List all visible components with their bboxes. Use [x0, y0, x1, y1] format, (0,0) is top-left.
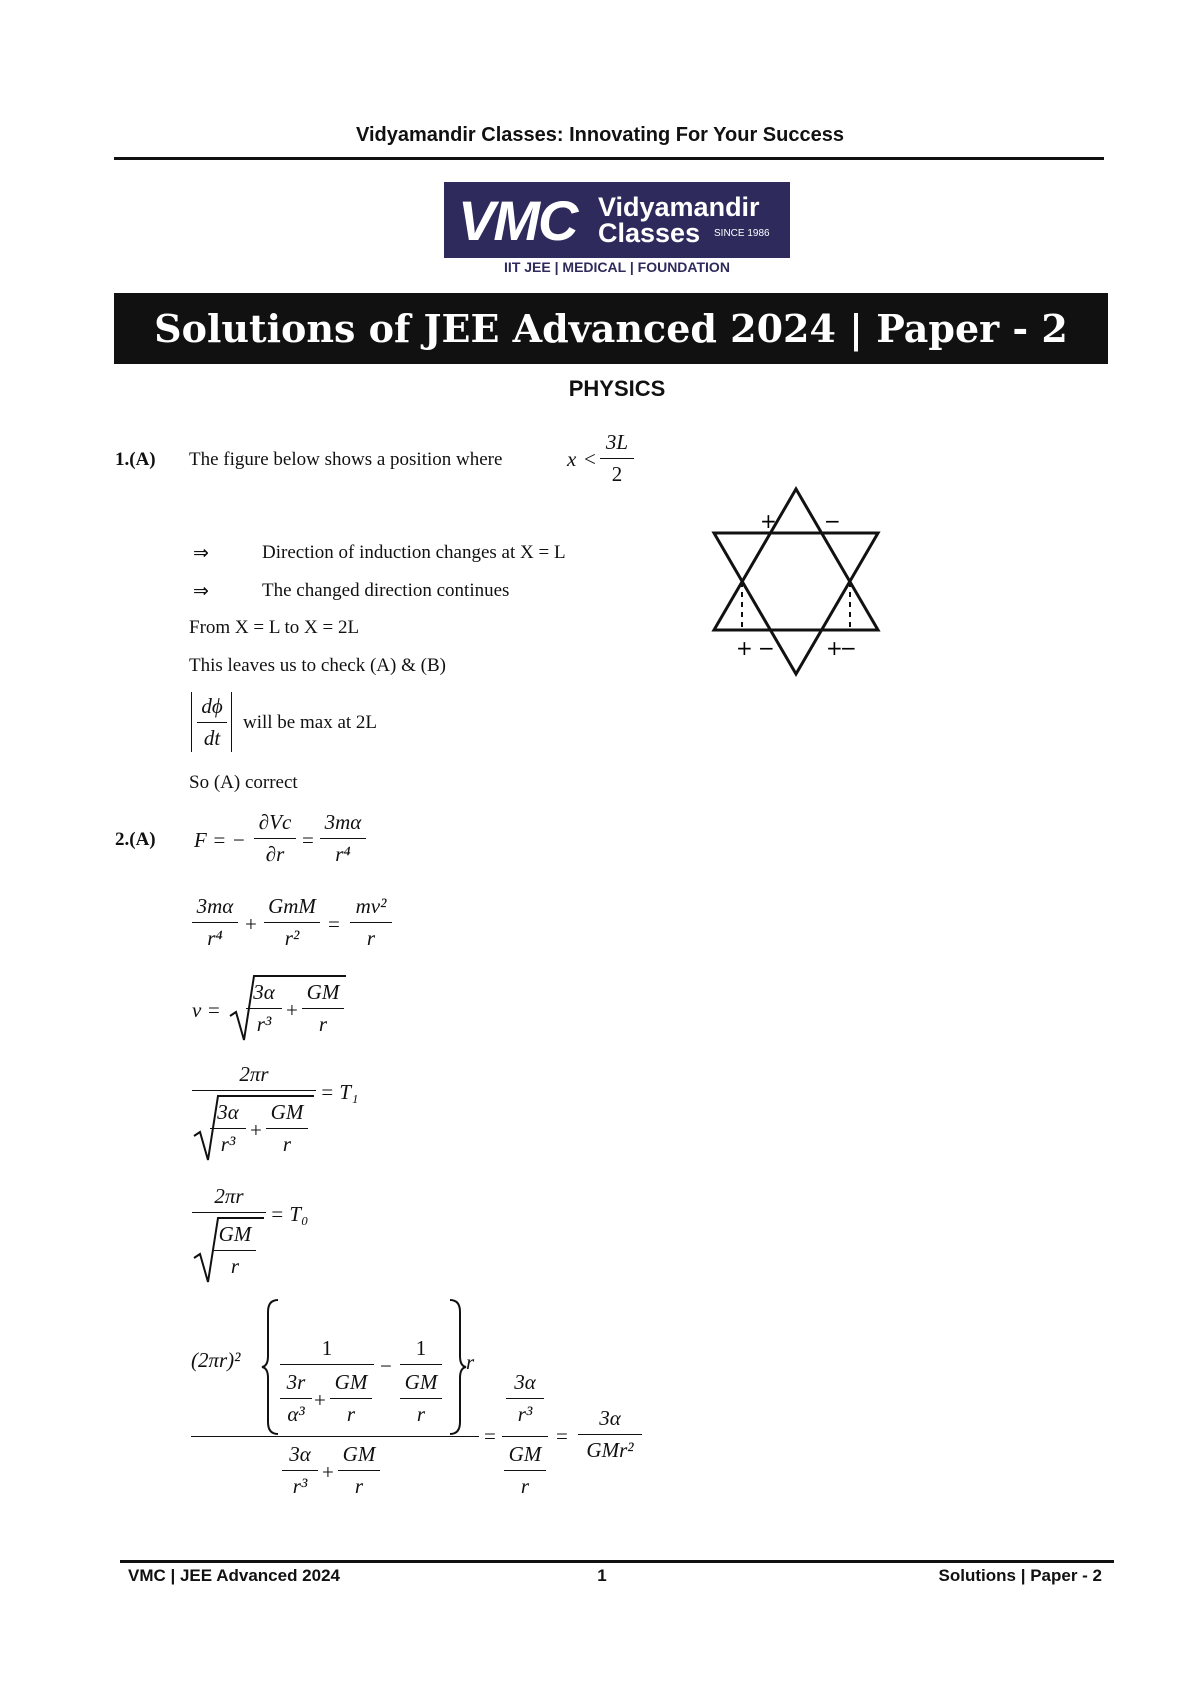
fraction-bar	[280, 1398, 312, 1399]
fraction-bar	[264, 922, 320, 923]
sign-plus-right: +	[826, 636, 843, 660]
eq6-inner-b-num: GM	[334, 1370, 368, 1394]
q1-dphi-den: dt	[203, 726, 221, 750]
eq5-num: 2πr	[214, 1184, 244, 1208]
sign-plus-left: +	[736, 636, 753, 660]
q1-line-2: The changed direction continues	[262, 580, 510, 601]
q1-max-text: will be max at 2L	[243, 712, 378, 733]
eq6-plus: +	[314, 1388, 326, 1412]
main-fraction-bar	[191, 1436, 479, 1437]
fraction-bar	[320, 838, 366, 839]
eq4-plus: +	[250, 1118, 262, 1142]
fraction-bar	[506, 1398, 544, 1399]
fraction-bar	[197, 722, 227, 723]
eq4-a-num: 3α	[217, 1100, 239, 1124]
footer-page-number: 1	[597, 1566, 607, 1585]
eq2-a-den: r⁴	[207, 926, 223, 950]
fraction-bar	[280, 1364, 374, 1365]
fraction-bar	[254, 838, 296, 839]
eq5-rhs: = T₀	[270, 1202, 309, 1226]
sign-minus-top: −	[824, 509, 841, 533]
subject-heading: PHYSICS	[568, 376, 666, 401]
q1-condition-num: 3L	[605, 430, 629, 454]
implies-arrow-1: ⇒	[193, 543, 209, 564]
q1-line-1: Direction of induction changes at X = L	[262, 542, 566, 563]
eq4-rhs: = T₁	[320, 1080, 359, 1104]
fraction-bar	[192, 1090, 316, 1091]
fraction-bar	[400, 1364, 442, 1365]
eq6-mid-top-num: 3α	[514, 1370, 536, 1394]
vmc-logo	[444, 182, 790, 258]
eq3-b-den: r	[318, 1012, 328, 1036]
eq6-equals-2: =	[556, 1424, 568, 1448]
eq6-one-b: 1	[415, 1336, 427, 1360]
eq2-plus: +	[245, 912, 257, 936]
eq6-inner-a-den: α³	[287, 1402, 305, 1426]
eq3-b-num: GM	[306, 980, 340, 1004]
q1-conclusion: So (A) correct	[189, 772, 298, 793]
page-title: Solutions of JEE Advanced 2024 | Paper - 2	[114, 293, 1108, 364]
fraction-bar	[192, 1212, 266, 1213]
eq4-a-den: r³	[220, 1132, 236, 1156]
logo-name-line2: Classes	[598, 218, 701, 248]
eq3-a-den: r³	[256, 1012, 272, 1036]
fraction-bar	[338, 1470, 380, 1471]
sign-minus-right: −	[840, 636, 857, 660]
q1-from-text: From X = L to X = 2L	[189, 617, 360, 638]
footer-rule	[120, 1560, 1114, 1563]
logo-tagline: IIT JEE | MEDICAL | FOUNDATION	[504, 259, 730, 275]
q2-number: 2.(A)	[115, 829, 156, 850]
sign-minus-left: −	[758, 636, 775, 660]
eq1-r-num: 3mα	[324, 810, 362, 834]
eq4-b-den: r	[282, 1132, 292, 1156]
implies-arrow-2: ⇒	[193, 581, 209, 602]
fraction-bar	[330, 1398, 372, 1399]
q1-check-text: This leaves us to check (A) & (B)	[189, 655, 446, 676]
logo-abbr: VMC	[458, 189, 577, 252]
fraction-bar	[400, 1398, 442, 1399]
eq6-suffix: r	[466, 1350, 475, 1374]
eq5-a-num: GM	[218, 1222, 252, 1246]
eq6-mid-bot-num: GM	[508, 1442, 542, 1466]
eq6-equals-1: =	[484, 1424, 496, 1448]
eq2-c-num: mv²	[355, 894, 387, 918]
eq6-mid-bot-den: r	[520, 1474, 530, 1498]
eq3-lhs: v =	[192, 998, 221, 1022]
q1-number: 1.(A)	[115, 449, 156, 470]
eq1-r-den: r⁴	[335, 842, 351, 866]
abs-bar-right	[231, 692, 232, 752]
eq6-res-num: 3α	[599, 1406, 621, 1430]
eq6-minus: −	[380, 1354, 392, 1378]
eq6-mid-top-den: r³	[517, 1402, 533, 1426]
fraction-bar	[210, 1128, 246, 1129]
page-header-tagline: Vidyamandir Classes: Innovating For Your Success	[356, 124, 844, 146]
eq6-den-a-num: 3α	[289, 1442, 311, 1466]
eq2-c-den: r	[366, 926, 376, 950]
eq4-num: 2πr	[239, 1062, 269, 1086]
fraction-bar	[266, 1128, 308, 1129]
logo-name-line1: Vidyamandir	[598, 192, 760, 222]
fraction-bar	[214, 1250, 256, 1251]
q1-condition-x: x	[567, 447, 577, 471]
footer-right: Solutions | Paper - 2	[938, 1566, 1102, 1585]
sign-plus-top: +	[760, 509, 777, 533]
star-loop-diagram	[700, 480, 900, 680]
eq6-den-plus: +	[322, 1460, 334, 1484]
fraction-bar	[192, 922, 238, 923]
eq6-den-b-den: r	[354, 1474, 364, 1498]
fraction-bar	[600, 458, 634, 459]
eq2-b-num: GmM	[268, 894, 316, 918]
eq6-one-a: 1	[321, 1336, 333, 1360]
eq6-inner-b-den: r	[346, 1402, 356, 1426]
q1-condition-den: 2	[611, 462, 623, 486]
fraction-bar	[504, 1470, 546, 1471]
eq6-inner-c-num: GM	[404, 1370, 438, 1394]
eq6-den-b-num: GM	[342, 1442, 376, 1466]
abs-bar-left	[191, 692, 192, 752]
fraction-bar	[350, 922, 392, 923]
fraction-bar	[578, 1434, 642, 1435]
header-rule	[114, 157, 1104, 160]
q1-intro: The figure below shows a position where	[189, 449, 503, 470]
eq5-a-den: r	[230, 1254, 240, 1278]
eq6-res-den: GMr²	[586, 1438, 634, 1462]
fraction-bar	[502, 1436, 548, 1437]
triangle-up	[714, 489, 878, 630]
eq3-a-num: 3α	[253, 980, 275, 1004]
eq1-lhs: F = −	[194, 828, 246, 852]
eq6-den-a-den: r³	[292, 1474, 308, 1498]
fraction-bar	[302, 1008, 344, 1009]
eq1-d-den: ∂r	[265, 842, 285, 866]
eq2-equals: =	[328, 912, 340, 936]
eq6-prefix: (2πr)²	[191, 1348, 241, 1372]
fraction-bar	[282, 1470, 318, 1471]
logo-since: SINCE 1986	[714, 228, 770, 239]
eq1-d-num: ∂Vc	[258, 810, 292, 834]
eq6-inner-a-num: 3r	[286, 1370, 306, 1394]
footer-left: VMC | JEE Advanced 2024	[128, 1566, 340, 1585]
eq4-b-num: GM	[270, 1100, 304, 1124]
eq1-equals: =	[302, 828, 314, 852]
q1-condition-lt: <	[584, 447, 596, 471]
eq6-inner-c-den: r	[416, 1402, 426, 1426]
eq3-plus: +	[286, 998, 298, 1022]
fraction-bar	[246, 1008, 282, 1009]
q1-dphi-num: dϕ	[201, 694, 223, 718]
eq2-b-den: r²	[284, 926, 300, 950]
eq2-a-num: 3mα	[196, 894, 234, 918]
